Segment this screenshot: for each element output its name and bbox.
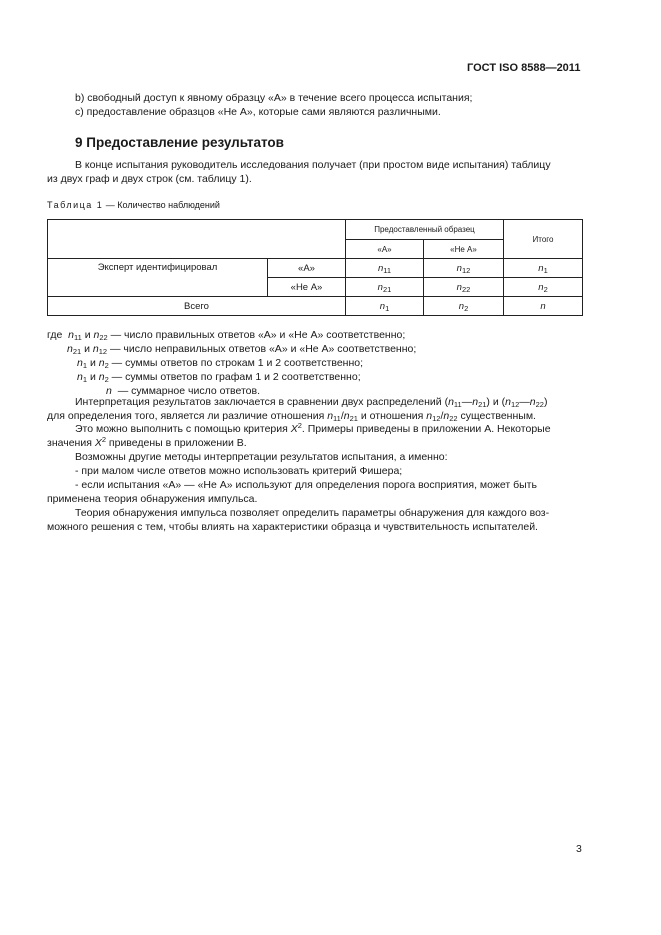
list-item-b: b) свободный доступ к явному образцу «А» в течение всего процесса испытания; — [75, 92, 473, 104]
intro-line-2: из двух граф и двух строк (см. таблицу 1). — [47, 173, 252, 185]
page-number: 3 — [576, 843, 582, 855]
paragraph-4-line-2: можного решения с тем, чтобы влиять на характеристики образца и чувствительность испытателей. — [47, 521, 538, 533]
legend-row-4: $n_1$ и $n_2$ — суммы ответов по графам 1 и 2 соответственно; — [77, 371, 361, 384]
column-header-a: «А» — [346, 240, 424, 259]
cell-n2-col: $n_2$ — [424, 297, 504, 316]
table-caption — [47, 200, 220, 210]
paragraph-4-line-1: Теория обнаружения импульса позволяет определить параметры обнаружения для каждого воз- — [75, 507, 550, 519]
cell-n12: $n_{12}$ — [424, 259, 504, 278]
table-caption-text: — Количество наблюдений — [103, 200, 220, 210]
row-header-not-a: «Не А» — [268, 278, 346, 297]
paragraph-3: Возможны другие методы интерпретации результатов испытания, а именно: — [75, 451, 448, 463]
paragraph-1-line-2: для определения того, является ли различие отношения $n_{11}/n_{21}$ и отношения $n_{12}/n_{22}$ существенным. — [47, 410, 536, 423]
column-header-not-a: «Не А» — [424, 240, 504, 259]
legend-row-5: n — суммарное число ответов. — [106, 385, 260, 397]
total-column-header: Итого — [504, 220, 583, 259]
paragraph-2-line-2: значения $X^2$ приведены в приложении В. — [47, 435, 247, 449]
bullet-threshold-line-1: - если испытания «А» — «Не А» используют для определения порога восприятия, может быть — [75, 479, 537, 491]
legend-row-2: $n_{21}$ и $n_{12}$ — число неправильных ответов «А» и «Не А» соответственно; — [67, 343, 417, 356]
total-row-label: Всего — [48, 297, 346, 316]
paragraph-2-line-1: Это можно выполнить с помощью критерия $X^2$. Примеры приведены в приложении А. Некоторые — [75, 421, 551, 435]
presented-sample-header: Предоставленный образец — [346, 220, 504, 240]
section-title: 9 Предоставление результатов — [75, 135, 284, 150]
table-caption-label: Таблица 1 — [47, 200, 104, 210]
cell-n11: $n_{11}$ — [346, 259, 424, 278]
paragraph-1-line-1: Интерпретация результатов заключается в сравнении двух распределений $(n_{11}—n_{21})$ и $(n_{12}—n_{22})$ — [75, 396, 548, 409]
observations-table — [47, 219, 583, 316]
cell-n1-col: $n_1$ — [346, 297, 424, 316]
intro-line-1: В конце испытания руководитель исследования получает (при простом виде испытания) таблицу — [75, 159, 551, 171]
legend-row-1: где $n_{11}$ и $n_{22}$ — число правильных ответов «А» и «Не А» соответственно; — [47, 329, 406, 342]
bullet-fisher: - при малом числе ответов можно использовать критерий Фишера; — [75, 465, 403, 477]
row-header-a: «А» — [268, 259, 346, 278]
table-corner-cell — [48, 220, 346, 259]
list-item-c: c) предоставление образцов «Не А», которые сами являются различными. — [75, 106, 441, 118]
bullet-threshold-line-2: применена теория обнаружения импульса. — [47, 493, 258, 505]
legend-row-3: $n_1$ и $n_2$ — суммы ответов по строкам 1 и 2 соответственно; — [77, 357, 364, 370]
cell-n22: $n_{22}$ — [424, 278, 504, 297]
standard-number: ГОСТ ISO 8588—2011 — [467, 62, 581, 74]
cell-n-total: n — [504, 297, 583, 316]
expert-identified-label: Эксперт идентифицировал — [48, 259, 268, 297]
cell-n21: $n_{21}$ — [346, 278, 424, 297]
cell-n2-row: $n_2$ — [504, 278, 583, 297]
cell-n1-row: $n_1$ — [504, 259, 583, 278]
